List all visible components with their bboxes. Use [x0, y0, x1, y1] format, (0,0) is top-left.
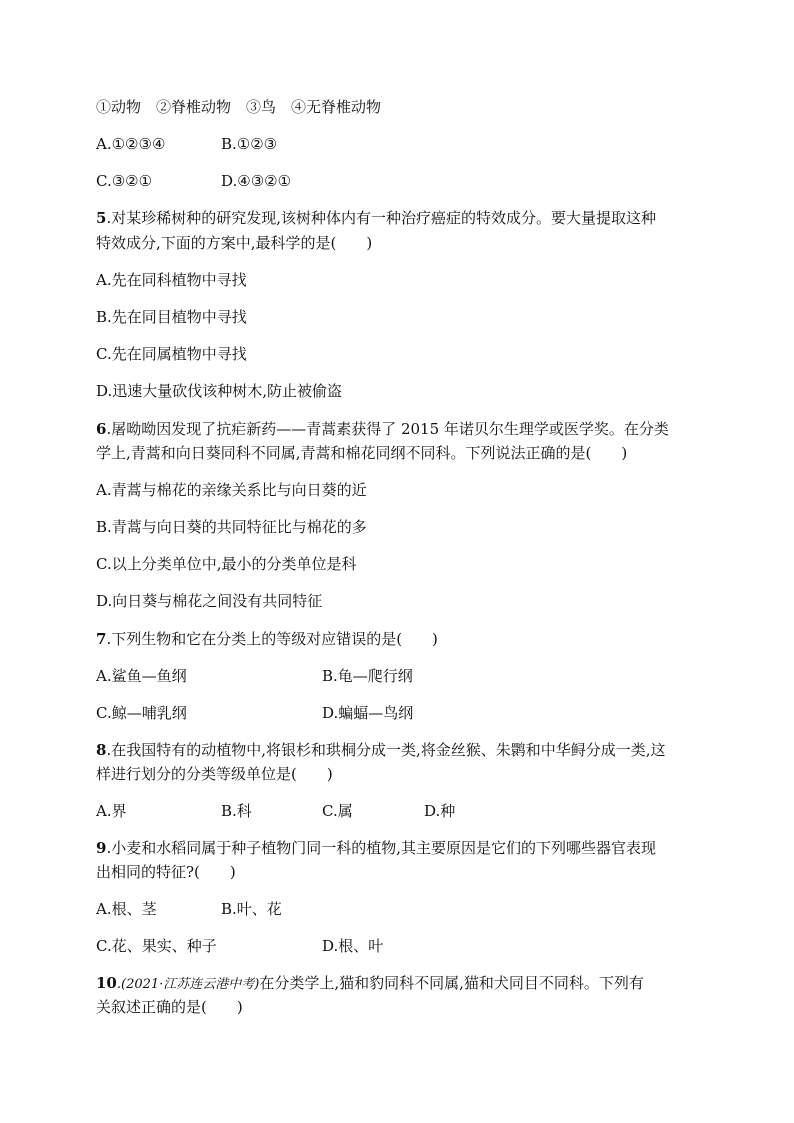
q5-option-b: B.先在同目植物中寻找 [96, 308, 247, 326]
q7-stem-line1: 7.下列生物和它在分类上的等级对应错误的是( ) [96, 630, 438, 648]
q6-stem-line2: 学上,青蒿和向日葵同科不同属,青蒿和棉花同纲不同科。下列说法正确的是( ) [96, 444, 628, 462]
q7-option-b: B.龟—爬行纲 [322, 667, 413, 685]
q6-stem-line1: 6.屠呦呦因发现了抗疟新药——青蒿素获得了 2015 年诺贝尔生理学或医学奖。在分类 [96, 420, 669, 438]
q4-option-a: A.①②③④ [96, 135, 166, 153]
q7-option-a: A.鲨鱼—鱼纲 [96, 667, 187, 685]
q8-option-a: A.界 [96, 802, 127, 820]
q5-number: 5 [96, 209, 107, 227]
q9-stem-line2: 出相同的特征?( ) [96, 863, 236, 881]
q9-stem-line1: 9.小麦和水稻同属于种子植物门同一科的植物,其主要原因是它们的下列哪些器官表现 [96, 839, 656, 857]
q10-stem-line1: 10.(2021·江苏连云港中考)在分类学上,猫和豹同科不同属,猫和犬同目不同科。下列有 [96, 974, 644, 992]
q6-option-a: A.青蒿与棉花的亲缘关系比与向日葵的近 [96, 481, 367, 499]
q6-number: 6 [96, 420, 107, 438]
q8-stem-line2: 样进行划分的分类等级单位是( ) [96, 765, 333, 783]
q4-option-c: C.③②① [96, 172, 153, 190]
q9-option-b: B.叶、花 [221, 900, 282, 918]
q5-stem-line2: 特效成分,下面的方案中,最科学的是( ) [96, 234, 373, 252]
q7-option-c: C.鲸—哺乳纲 [96, 704, 187, 722]
q4-option-d: D.④③②① [221, 172, 292, 190]
q6-option-c: C.以上分类单位中,最小的分类单位是科 [96, 555, 357, 573]
q9-option-c: C.花、果实、种子 [96, 937, 217, 955]
q6-option-b: B.青蒿与向日葵的共同特征比与棉花的多 [96, 518, 367, 536]
q5-stem-line1: 5.对某珍稀树种的研究发现,该树种体内有一种治疗癌症的特效成分。要大量提取这种 [96, 209, 656, 227]
q4-items: ①动物 ②脊椎动物 ③鸟 ④无脊椎动物 [96, 98, 382, 116]
q7-number: 7 [96, 630, 107, 648]
q8-stem-line1: 8.在我国特有的动植物中,将银杉和珙桐分成一类,将金丝猴、朱鹮和中华鲟分成一类,这 [96, 741, 666, 759]
q5-option-a: A.先在同科植物中寻找 [96, 271, 247, 289]
q6-option-d: D.向日葵与棉花之间没有共同特征 [96, 592, 323, 610]
q8-option-c: C.属 [322, 802, 353, 820]
q7-option-d: D.蝙蝠—鸟纲 [322, 704, 414, 722]
q8-option-b: B.科 [221, 802, 252, 820]
q9-option-a: A.根、茎 [96, 900, 157, 918]
q10-source: .(2021·江苏连云港中考) [116, 977, 260, 992]
q10-stem-line2: 关叙述正确的是( ) [96, 998, 243, 1016]
q5-option-d: D.迅速大量砍伐该种树木,防止被偷盗 [96, 382, 343, 400]
q8-option-d: D.种 [424, 802, 456, 820]
q4-option-b: B.①②③ [221, 135, 278, 153]
q8-number: 8 [96, 741, 107, 759]
q9-option-d: D.根、叶 [322, 937, 384, 955]
q5-option-c: C.先在同属植物中寻找 [96, 345, 247, 363]
q10-number: 10 [96, 974, 117, 992]
q9-number: 9 [96, 839, 107, 857]
